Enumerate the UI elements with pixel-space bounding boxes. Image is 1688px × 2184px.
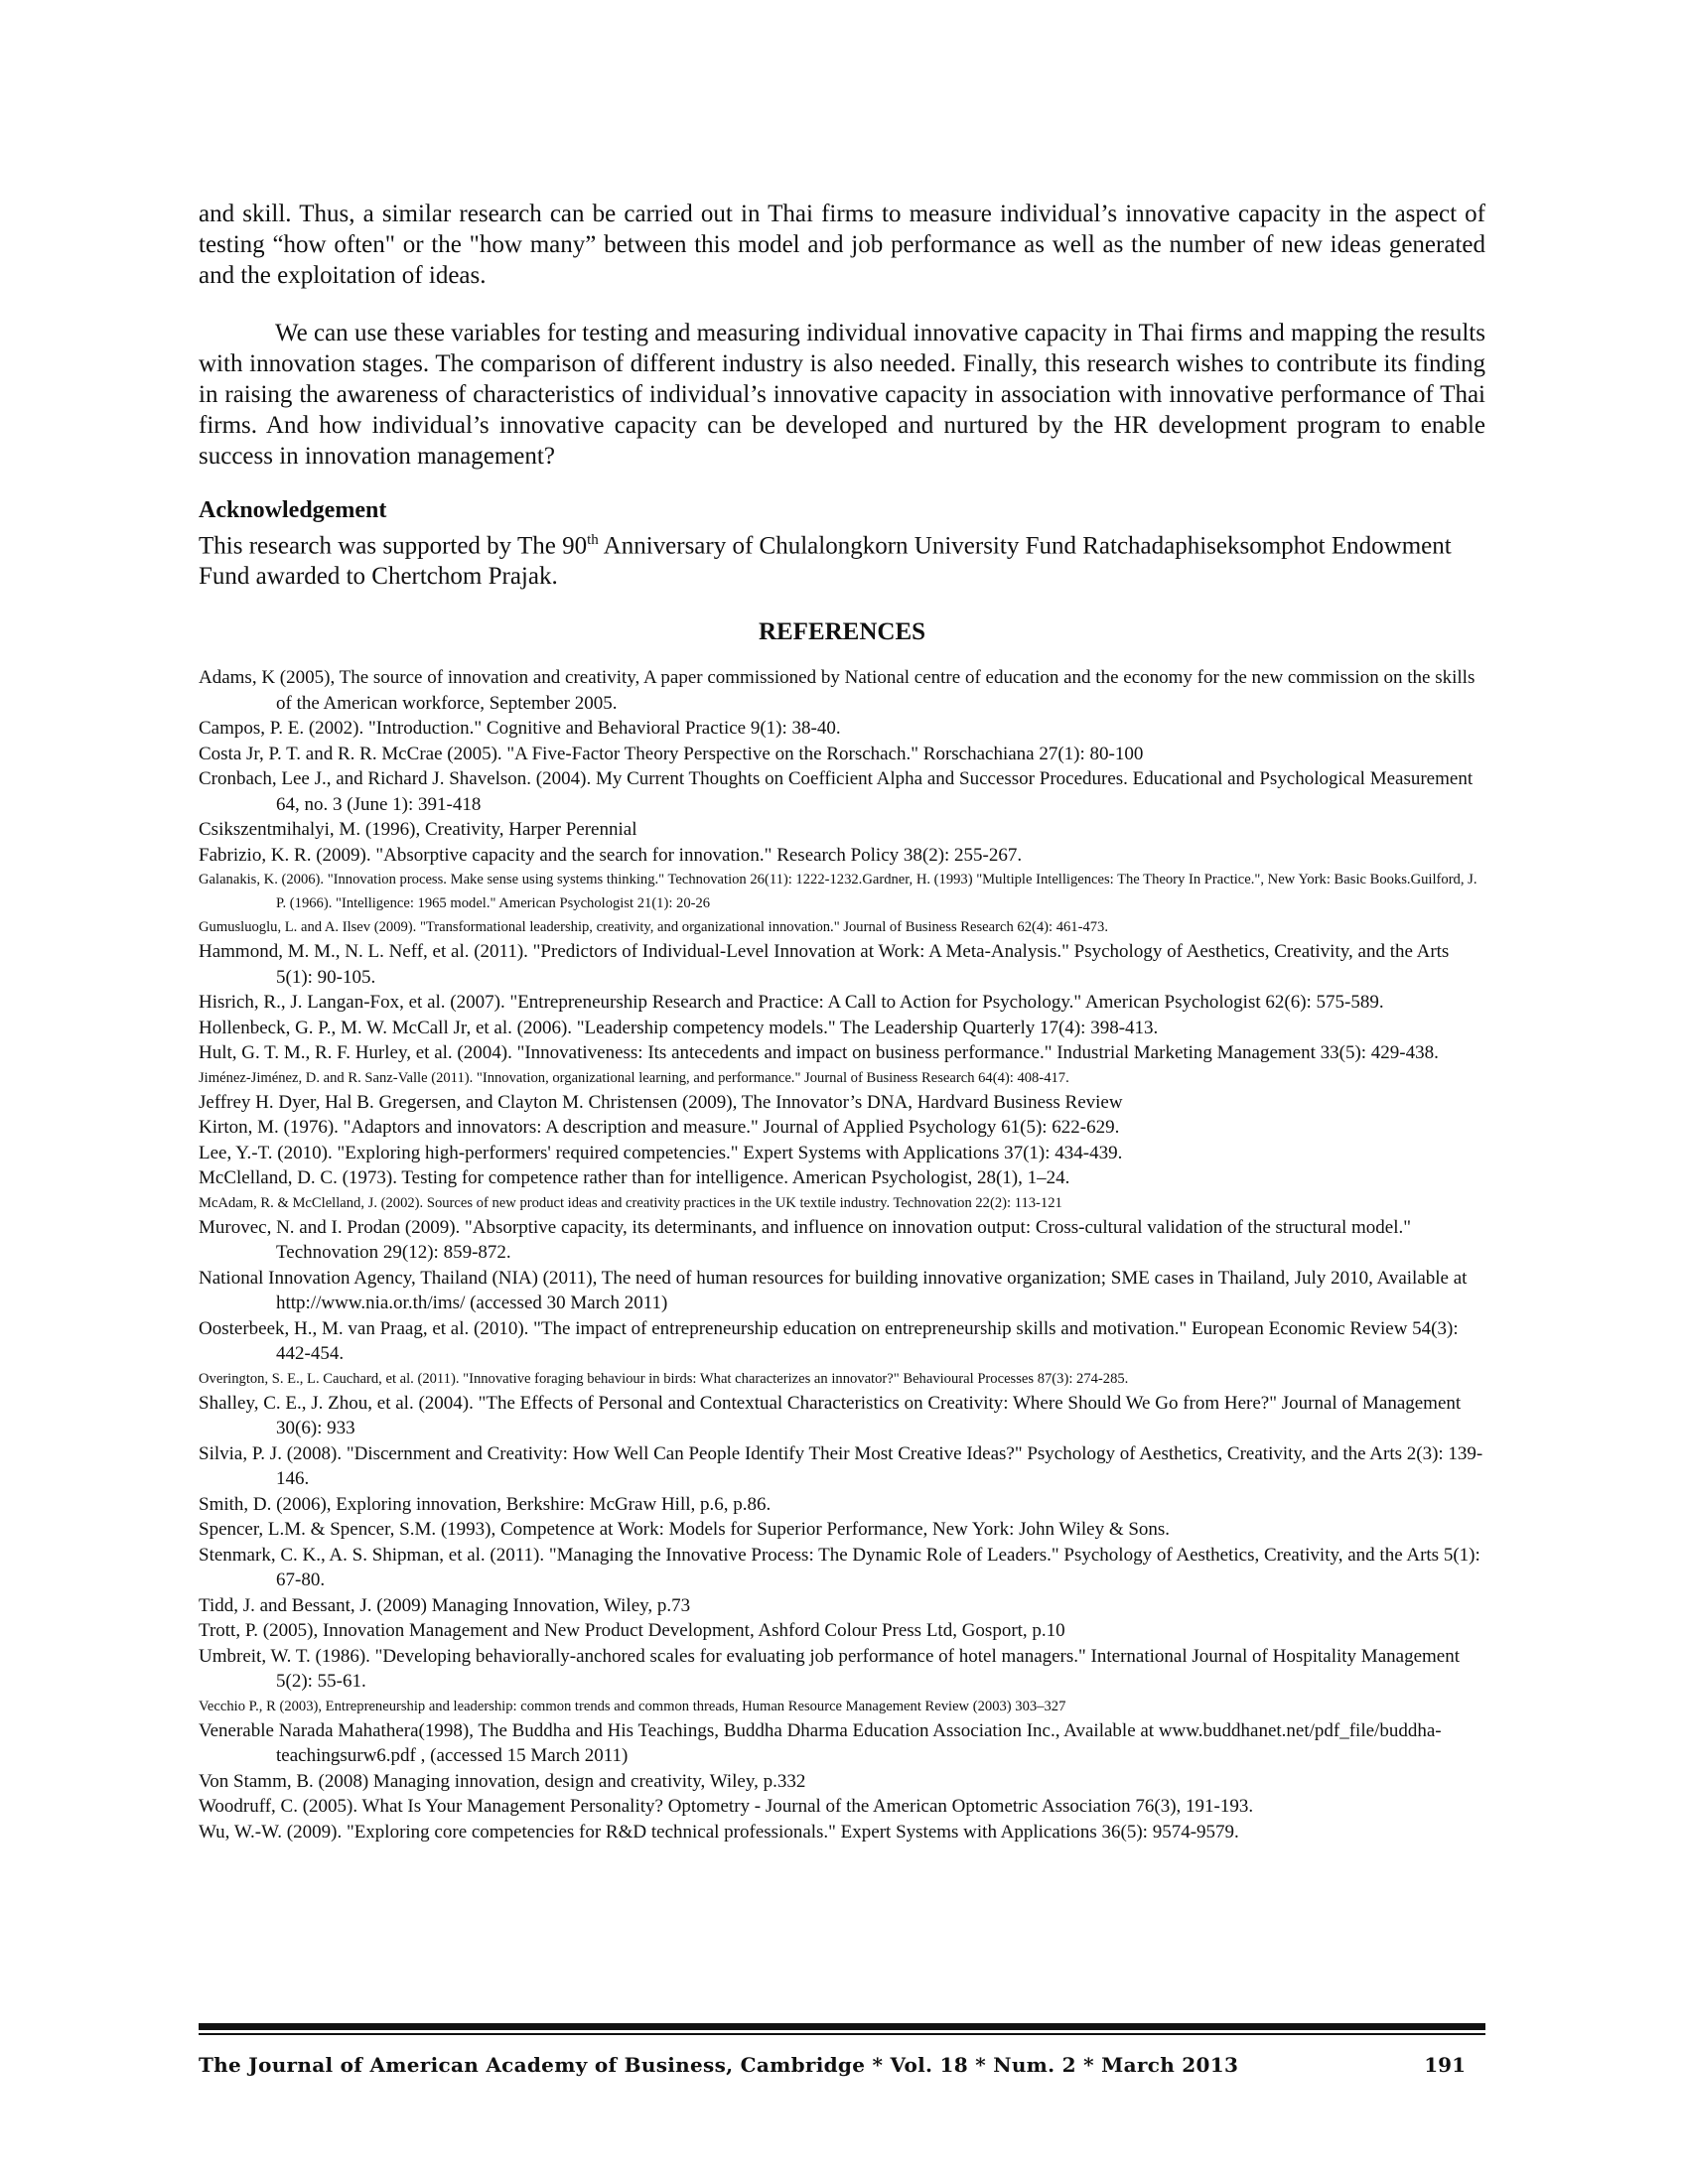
reference-item: Shalley, C. E., J. Zhou, et al. (2004). "The Effects of Personal and Contextual Characteristics on Creativity: Where Should We Go from Here?" Journal of Management 30(6): 933 — [199, 1392, 1462, 1439]
acknowledgement-heading: Acknowledgement — [199, 497, 387, 523]
reference-item: Silvia, P. J. (2008). "Discernment and Creativity: How Well Can People Identify Their Most Creative Ideas?" Psychology of Aesthetics, Creativity, and the Arts 2(3): 139-146. — [199, 1442, 1483, 1490]
reference-item: Csikszentmihalyi, M. (1996), Creativity, Harper Perennial — [199, 819, 637, 841]
reference-item: Vecchio P., R (2003), Entrepreneurship and leadership: common trends and common threads, Human Resource Management Review (2003) 303–327 — [199, 1698, 1066, 1714]
reference-item: Hammond, M. M., N. L. Neff, et al. (2011). "Predictors of Individual-Level Innovation at Work: A Meta-Analysis." Psychology of Aesthetics, Creativity, and the Arts 5(1): 90-105. — [199, 941, 1450, 988]
reference-item: Jiménez-Jiménez, D. and R. Sanz-Valle (2011). "Innovation, organizational learning, and performance." Journal of Business Research 64(4): 408-417. — [199, 1069, 1069, 1086]
page-content — [199, 199, 1485, 1844]
reference-item: Venerable Narada Mahathera(1998), The Buddha and His Teachings, Buddha Dharma Education Association Inc., Available at www.buddhanet.net/pdf_file/buddha-teachingsurw6.pdf , (accessed 15 March 2011) — [199, 1719, 1442, 1767]
acknowledgement-superscript: th — [587, 532, 599, 548]
reference-item: McClelland, D. C. (1973). Testing for competence rather than for intelligence. American Psychologist, 28(1), 1–24. — [199, 1167, 1070, 1189]
reference-item: Wu, W.-W. (2009). "Exploring core competencies for R&D technical professionals." Expert Systems with Applications 36(5): 9574-9579. — [199, 1821, 1239, 1843]
acknowledgement-text — [199, 525, 1485, 592]
reference-item: Costa Jr, P. T. and R. R. McCrae (2005). "A Five-Factor Theory Perspective on the Rorschach." Rorschachiana 27(1): 80-100 — [199, 743, 1144, 764]
reference-item: Oosterbeek, H., M. van Praag, et al. (2010). "The impact of entrepreneurship education on entrepreneurship skills and motivation." European Economic Review 54(3): 442-454. — [199, 1317, 1459, 1365]
reference-item: National Innovation Agency, Thailand (NIA) (2011), The need of human resources for building innovative organization; SME cases in Thailand, July 2010, Available at http://www.nia.or.th/ims/ (accessed 30 March 2011) — [199, 1267, 1468, 1314]
body-paragraph-2: We can use these variables for testing and measuring individual innovative capacity in Thai firms and mapping the results with innovation stages. The comparison of different industry is also needed. Finally, this research wishes to contribute its finding in raising the awareness of characteristics of individual’s innovative capacity in association with innovative performance of Thai firms. And how individual’s innovative capacity can be developed and nurtured by the HR development program to enable success in innovation management? — [199, 320, 1485, 470]
reference-item: Fabrizio, K. R. (2009). "Absorptive capacity and the search for innovation." Research Policy 38(2): 255-267. — [199, 844, 1023, 866]
reference-item: Gumusluoglu, L. and A. Ilsev (2009). "Transformational leadership, creativity, and organizational innovation." Journal of Business Research 62(4): 461-473. — [199, 919, 1109, 936]
reference-item: Jeffrey H. Dyer, Hal B. Gregersen, and Clayton M. Christensen (2009), The Innovator’s DNA, Hardvard Business Review — [199, 1091, 1123, 1113]
reference-item: Hisrich, R., J. Langan-Fox, et al. (2007). "Entrepreneurship Research and Practice: A Call to Action for Psychology." American Psychologist 62(6): 575-589. — [199, 992, 1384, 1014]
page-footer — [199, 2053, 1485, 2083]
reference-item: Von Stamm, B. (2008) Managing innovation, design and creativity, Wiley, p.332 — [199, 1770, 806, 1792]
reference-list — [199, 665, 1485, 1844]
reference-item: Tidd, J. and Bessant, J. (2009) Managing Innovation, Wiley, p.73 — [199, 1594, 691, 1616]
reference-item: Campos, P. E. (2002). "Introduction." Cognitive and Behavioral Practice 9(1): 38-40. — [199, 718, 841, 740]
footer-rule-thin — [199, 2033, 1485, 2035]
reference-item: Lee, Y.-T. (2010). "Exploring high-performers' required competencies." Expert Systems with Applications 37(1): 434-439. — [199, 1142, 1123, 1163]
reference-item: Hollenbeck, G. P., M. W. McCall Jr, et al. (2006). "Leadership competency models." The Leadership Quarterly 17(4): 398-413. — [199, 1017, 1159, 1038]
reference-item: Galanakis, K. (2006). "Innovation process. Make sense using systems thinking." Technovation 26(11): 1222-1232.Gardner, H. (1993) "Multiple Intelligences: The Theory In Practice.", New York: Basic Books.Guilford, J. P. (1966). "Intelligence: 1965 model." American Psychologist 21(1): 20-26 — [199, 872, 1477, 912]
reference-item: Stenmark, C. K., A. S. Shipman, et al. (2011). "Managing the Innovative Process: The Dynamic Role of Leaders." Psychology of Aesthetics, Creativity, and the Arts 5(1): 67-80. — [199, 1544, 1480, 1591]
body-paragraph-1: and skill. Thus, a similar research can be carried out in Thai firms to measure individual’s innovative capacity in the aspect of testing “how often" or the "how many” between this model and job performance as well as the number of new ideas generated and the exploitation of ideas. — [199, 201, 1485, 289]
reference-item: Woodruff, C. (2005). What Is Your Management Personality? Optometry - Journal of the American Optometric Association 76(3), 191-193. — [199, 1796, 1254, 1818]
footer-rule-thick — [199, 2023, 1485, 2030]
reference-item: Adams, K (2005), The source of innovation and creativity, A paper commissioned by National centre of education and the economy for the new commission on the skills of the American workforce, September 2005. — [199, 667, 1476, 714]
reference-item: Hult, G. T. M., R. F. Hurley, et al. (2004). "Innovativeness: Its antecedents and impact on business performance." Industrial Marketing Management 33(5): 429-438. — [199, 1042, 1439, 1064]
acknowledgement-text-start: This research was supported by The 90 — [199, 532, 588, 560]
reference-item: Trott, P. (2005), Innovation Management and New Product Development, Ashford Colour Press Ltd, Gosport, p.10 — [199, 1620, 1065, 1642]
reference-item: Umbreit, W. T. (1986). "Developing behaviorally-anchored scales for evaluating job performance of hotel managers." International Journal of Hospitality Management 5(2): 55-61. — [199, 1645, 1460, 1693]
references-title: REFERENCES — [758, 618, 926, 646]
acknowledgement-text-end: Anniversary of Chulalongkorn University Fund Ratchadaphiseksomphot Endowment Fund awarded to Chertchom Prajak. — [199, 532, 1452, 591]
reference-item: McAdam, R. & McClelland, J. (2002). Sources of new product ideas and creativity practices in the UK textile industry. Technovation 22(2): 113-121 — [199, 1194, 1062, 1211]
reference-item: Murovec, N. and I. Prodan (2009). "Absorptive capacity, its determinants, and influence on innovation output: Cross-cultural validation of the structural model." Technovation 29(12): 859-872. — [199, 1216, 1412, 1264]
page-number: 191 — [1424, 2053, 1466, 2077]
reference-item: Kirton, M. (1976). "Adaptors and innovators: A description and measure." Journal of Applied Psychology 61(5): 622-629. — [199, 1117, 1120, 1139]
reference-item: Spencer, L.M. & Spencer, S.M. (1993), Competence at Work: Models for Superior Performance, New York: John Wiley & Sons. — [199, 1519, 1171, 1541]
reference-item: Cronbach, Lee J., and Richard J. Shavelson. (2004). My Current Thoughts on Coefficient Alpha and Successor Procedures. Educational and Psychological Measurement 64, no. 3 (June 1): 391-418 — [199, 768, 1474, 815]
footer-journal-title: The Journal of American Academy of Business, Cambridge * Vol. 18 * Num. 2 * March 2013 — [199, 2053, 1239, 2077]
reference-item: Smith, D. (2006), Exploring innovation, Berkshire: McGraw Hill, p.6, p.86. — [199, 1493, 772, 1515]
reference-item: Overington, S. E., L. Cauchard, et al. (2011). "Innovative foraging behaviour in birds: What characterizes an innovator?" Behavioural Processes 87(3): 274-285. — [199, 1370, 1129, 1387]
